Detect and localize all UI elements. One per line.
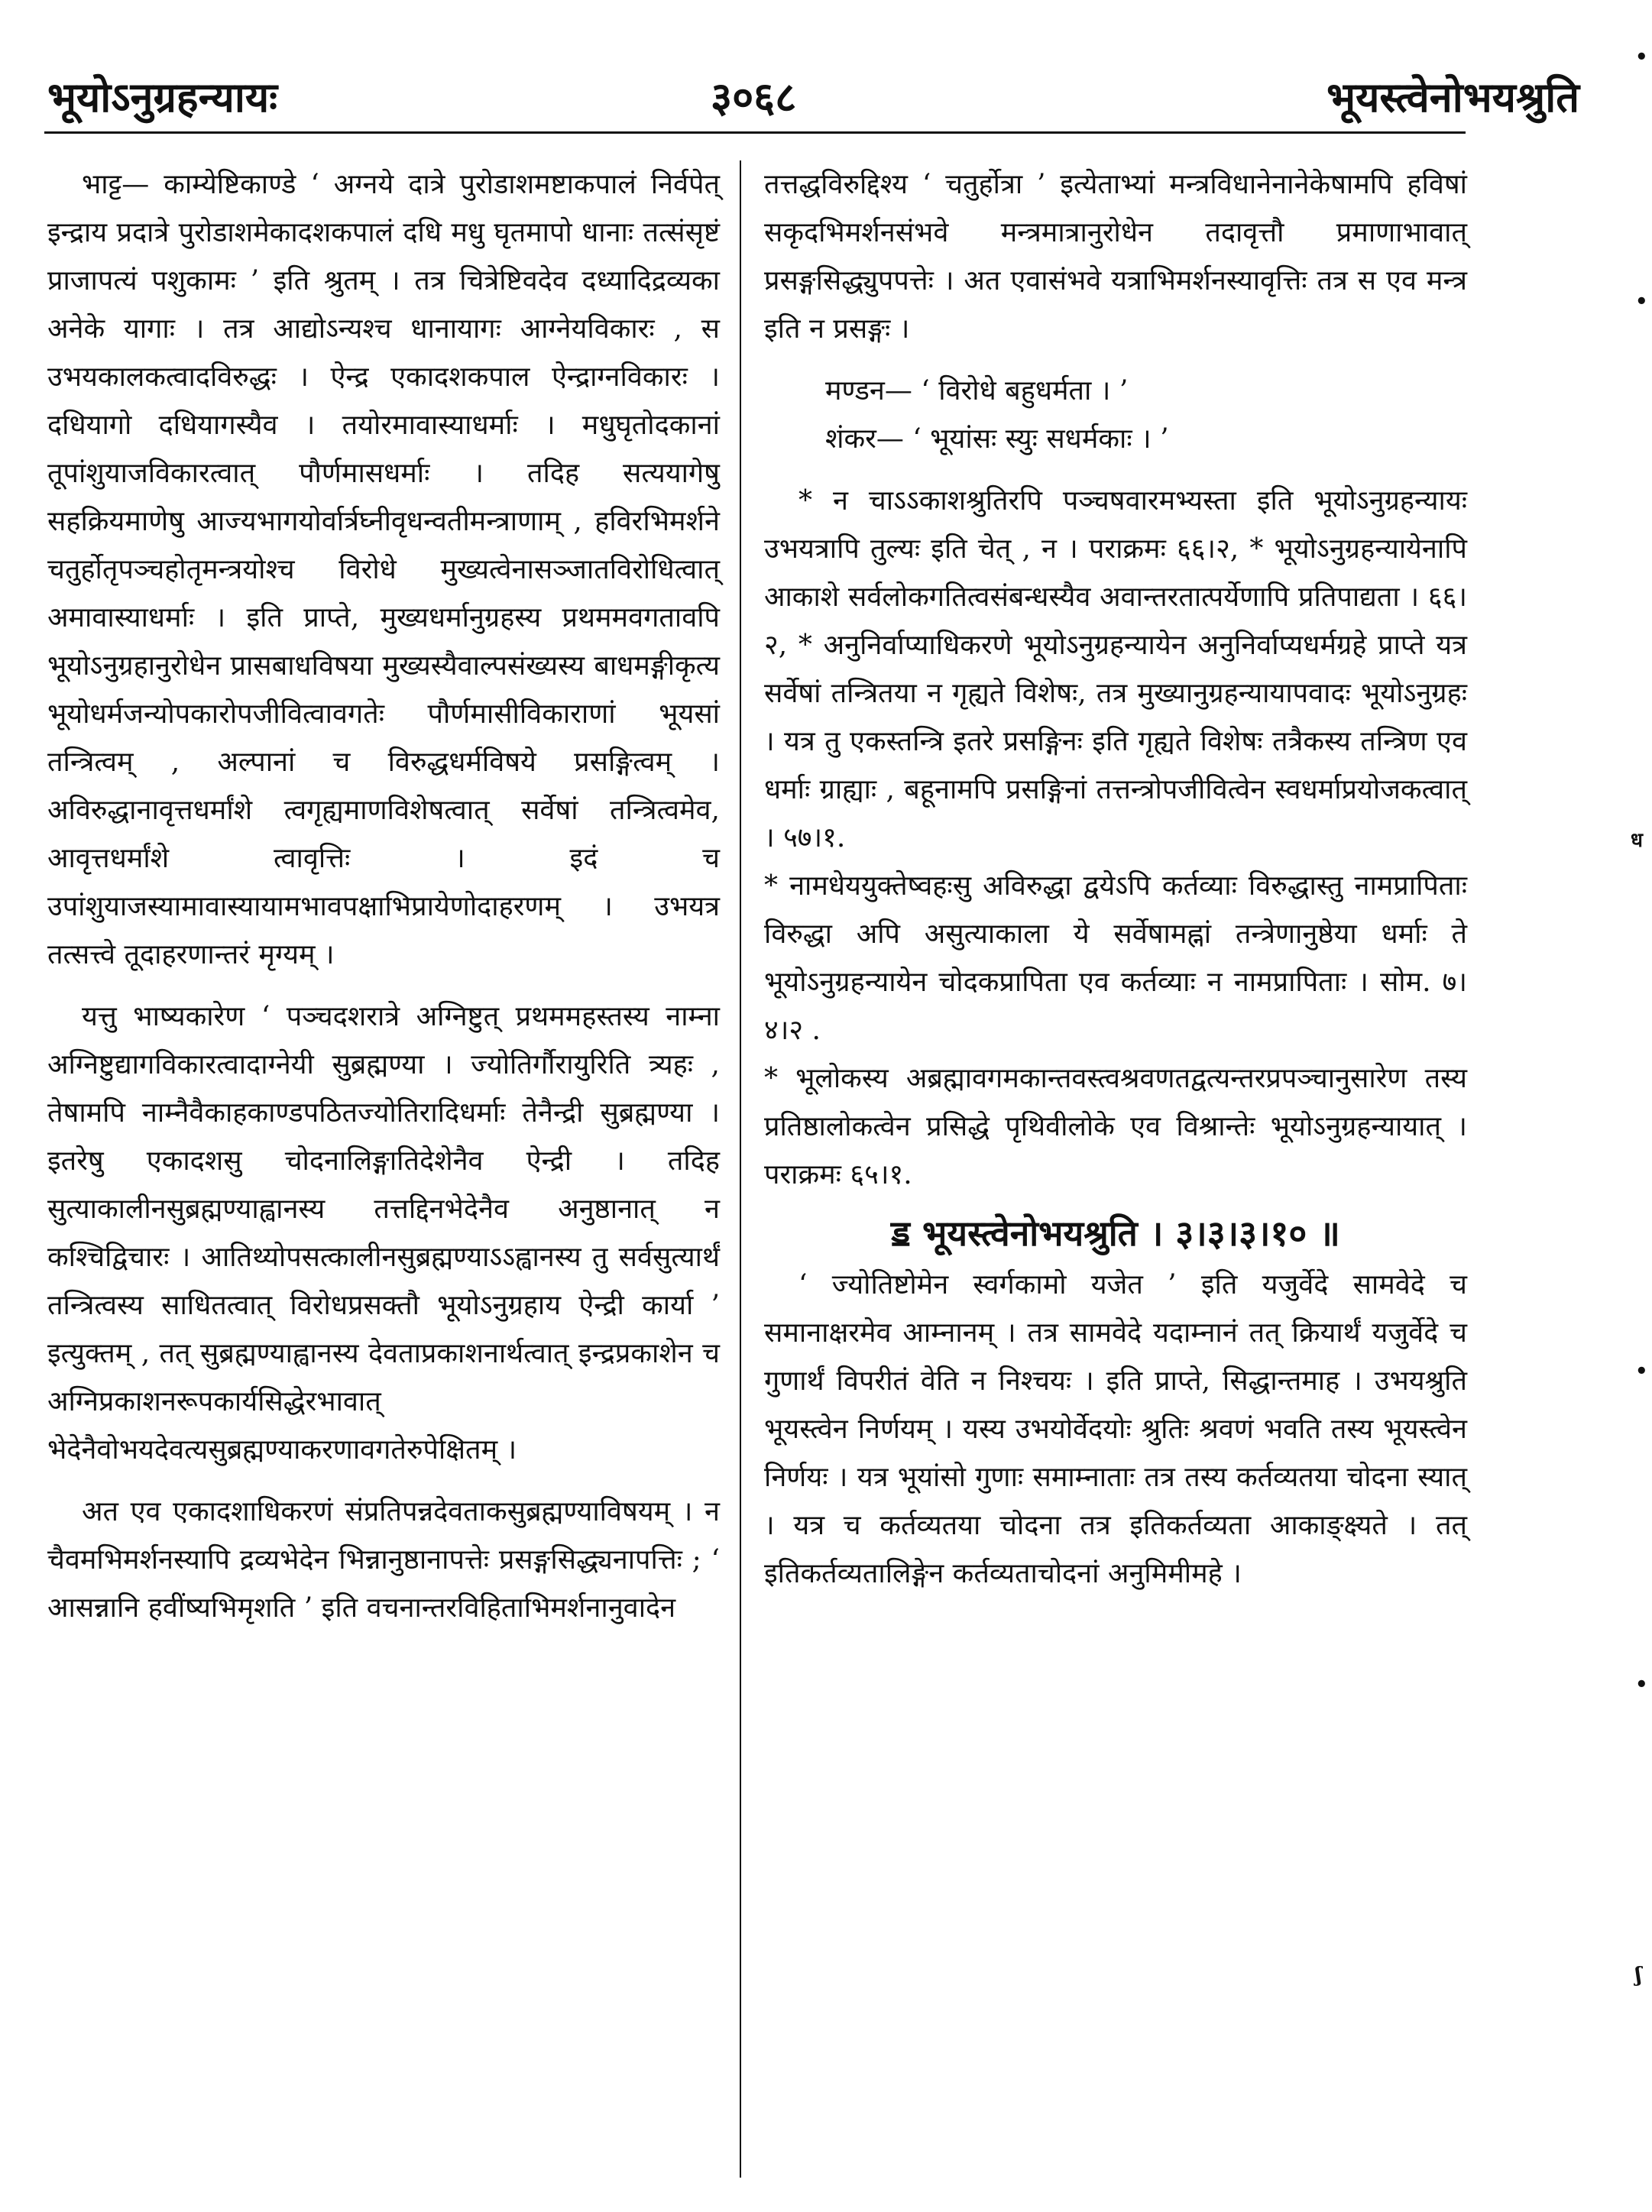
margin-mark: • — [1635, 46, 1648, 69]
right-column — [764, 160, 1467, 1598]
header-rule — [44, 131, 1466, 134]
margin-mark: • — [1635, 290, 1648, 313]
column-divider — [740, 160, 741, 2178]
margin-mark: ध — [1631, 829, 1643, 852]
bhatta-paragraph: भाट्ट— काम्येष्टिकाण्डे ‘ अग्नये दात्रे पुरोडाशमष्टाकपालं निर्वपेत् इन्द्राय प्रदात्रे पुरोडाशमेकादशकपालं दधि मधु घृतमापो धानाः तत्संसृष्टं प्राजापत्यं पशुकामः ’ इति श्रुतम् । तत्र चित्रेष्टिवदेव दध्यादिद्रव्यका अनेके यागाः । तत्र आद्योऽन्यश्च धानायागः आग्नेयविकारः , स उभयकालकत्वादविरुद्धः । ऐन्द्र एकादशकपाल ऐन्द्राग्नविकारः । दधियागो दधियागस्यैव । तयोरमावास्याधर्माः । मधुघृतोदकानां तूपांशुयाजविकारत्वात् पौर्णमासधर्माः । तदिह सत्ययागेषु सहक्रियमाणेषु आज्यभागयोर्वार्त्रघ्नीवृधन्वतीमन्त्राणाम् , हविरभिमर्शने चतुर्होतृपञ्चहोतृमन्त्रयोश्च विरोधे मुख्यत्वेनासञ्जातविरोधित्वात् अमावास्याधर्माः । इति प्राप्ते, मुख्यधर्मानुग्रहस्य प्रथममवगतावपि भूयोऽनुग्रहानुरोधेन प्रासबाधविषया मुख्यस्यैवाल्पसंख्यस्य बाधमङ्गीकृत्य भूयोधर्मजन्योपकारोपजीवित्वावगतेः पौर्णमासीविकाराणां भूयसां तन्त्रित्वम् , अल्पानां च विरुद्धधर्मविषये प्रसङ्गित्वम् । अविरुद्धानावृत्तधर्मांशे त्वगृह्यमाणविशेषत्वात् सर्वेषां तन्त्रित्वमेव, आवृत्तधर्मांशे त्वावृत्तिः । इदं च उपांशुयाजस्यामावास्यायामभावपक्षाभिप्रायेणोदाहरणम् । उभयत्र तत्सत्त्वे तूदाहरणान्तरं मृग्यम् । — [47, 169, 720, 970]
left-column — [47, 160, 720, 1632]
bhuloka-note-paragraph: * भूलोकस्य अब्रह्मावगमकान्तवस्त्वश्रवणतद्वत्यन्तरप्रपञ्चानुसारेण तस्य प्रतिष्ठालोकत्वेन प्रसिद्धे पृथिवीलोके एव विश्रान्तेः भूयोऽनुग्रहन्यायात् । पराक्रमः ६५।१. — [764, 1063, 1467, 1190]
mandana-verse: मण्डन— ‘ विरोधे बहुधर्मता । ’ — [825, 375, 1129, 406]
page-header — [0, 0, 1652, 145]
section-heading: ॾ भूयस्त्वेनोभयश्रुति । ३।३।३।१० ॥ — [891, 1213, 1340, 1254]
jyotishtoma-paragraph: ‘ ज्योतिष्टोमेन स्वर्गकामो यजेत ’ इति यजुर्वेदे सामवेदे च समानाक्षरमेव आम्नानम् । तत्र सामवेदे यदाम्नानं तत् क्रियार्थं यजुर्वेदे च गुणार्थं विपरीतं वेति न निश्चयः । इति प्राप्ते, सिद्धान्तमाह । उभयश्रुति भूयस्त्वेन निर्णयम् । यस्य उभयोर्वेदयोः श्रुतिः श्रवणं भवति तस्य भूयस्त्वेन निर्णयः । यत्र भूयांसो गुणाः समाम्नाताः तत्र तस्य कर्तव्यतया चोदना स्यात् । यत्र च कर्तव्यतया चोदना तत्र इतिकर्तव्यता आकाङ्क्ष्यते । तत् इतिकर्तव्यतालिङ्गेन कर्तव्यताचोदनां अनुमिमीमहे । — [764, 1269, 1467, 1589]
ata-eva-paragraph: अत एव एकादशाधिकरणं संप्रतिपन्नदेवताकसुब्रह्मण्याविषयम् । न चैवमभिमर्शनस्यापि द्रव्यभेदेन भिन्नानुष्ठानापत्तेः प्रसङ्गसिद्ध्यनापत्तिः ; ‘ आसन्नानि हवींष्यभिमृशति ’ इति वचनान्तरविहिताभिमर्शनानुवादेन — [47, 1496, 720, 1624]
running-head-right: भूयस्त्वेनोभयश्रुति — [1326, 73, 1579, 121]
margin-mark: • — [1635, 1360, 1648, 1383]
akasha-note-paragraph: * न चाऽऽकाशश्रुतिरपि पञ्चषवारमभ्यस्ता इति भूयोऽनुग्रहन्यायः उभयत्रापि तुल्यः इति चेत् , न । पराक्रमः ६६।२, * भूयोऽनुग्रहन्यायेनापि आकाशे सर्वलोकगतित्वसंबन्धस्यैव अवान्तरतात्पर्येणापि प्रतिपाद्यता । ६६।२, * अनुनिर्वाप्याधिकरणे भूयोऽनुग्रहन्यायेन अनुनिर्वाप्यधर्मग्रहे प्राप्ते यत्र सर्वेषां तन्त्रितया न गृह्यते विशेषः, तत्र मुख्यानुग्रहन्यायापवादः भूयोऽनुग्रहः । यत्र तु एकस्तन्त्रि इतरे प्रसङ्गिनः इति गृह्यते विशेषः तत्रैकस्य तन्त्रिण एव धर्माः ग्राह्याः , बहूनामपि प्रसङ्गिनां तत्तन्त्रोपजीवित्वेन स्वधर्माप्रयोजकत्वात् । ५७।१. — [764, 485, 1467, 853]
bhashyakara-paragraph: यत्तु भाष्यकारेण ‘ पञ्चदशरात्रे अग्निष्टुत् प्रथममहस्तस्य नाम्ना अग्निष्टुद्यागविकारत्वादाग्नेयी सुब्रह्मण्या । ज्योतिर्गौरायुरिति त्र्यहः , तेषामपि नाम्नैवैकाहकाण्डपठितज्योतिरादिधर्माः तेनैन्द्री सुब्रह्मण्या । इतरेषु एकादशसु चोदनालिङ्गातिदेशेनैव ऐन्द्री । तदिह सुत्याकालीनसुब्रह्मण्याह्वानस्य तत्तद्दिनभेदेनैव अनुष्ठानात् न कश्चिद्विचारः । आतिथ्योपसत्कालीनसुब्रह्मण्याऽऽह्वानस्य तु सर्वसुत्यार्थं तन्त्रित्वस्य साधितत्वात् विरोधप्रसक्तौ भूयोऽनुग्रहाय ऐन्द्री कार्या ’ इत्युक्तम् , तत् सुब्रह्मण्याह्वानस्य देवताप्रकाशनार्थत्वात् इन्द्रप्रकाशेन च अग्निप्रकाशनरूपकार्यसिद्धेरभावात् भेदेनैवोभयदेवत्यसुब्रह्मण्याकरणावगतेरुपेक्षितम् । — [47, 1001, 720, 1465]
margin-mark: ʃ — [1635, 1964, 1642, 1987]
continuation-paragraph: तत्तद्धविरुद्दिश्य ‘ चतुर्होत्रा ’ इत्येताभ्यां मन्त्रविधानेनानेकेषामपि हविषां सकृदभिमर्शनसंभवे मन्त्रमात्रानुरोधेन तदावृत्तौ प्रमाणाभावात् प्रसङ्गसिद्ध्युपपत्तेः । अत एवासंभवे यत्राभिमर्शनस्यावृत्तिः तत्र स एव मन्त्र इति न प्रसङ्गः । — [764, 169, 1467, 345]
namadheya-note-paragraph: * नामधेययुक्तेष्वहःसु अविरुद्धा द्वयेऽपि कर्तव्याः विरुद्धास्तु नामप्रापिताः विरुद्धा अपि असुत्याकाला ये सर्वेषामह्नां तन्त्रेणानुष्ठेया धर्माः ते भूयोऽनुग्रहन्यायेन चोदकप्रापिता एव कर्तव्याः न नामप्रापिताः । सोम. ७।४।२ . — [764, 870, 1467, 1046]
running-head-left: भूयोऽनुग्रहन्यायः — [47, 73, 278, 121]
margin-mark: • — [1635, 1673, 1648, 1696]
shankara-verse: शंकर— ‘ भूयांसः स्युः सधर्मकाः । ’ — [825, 423, 1169, 455]
page-number: ३०६८ — [711, 73, 797, 121]
